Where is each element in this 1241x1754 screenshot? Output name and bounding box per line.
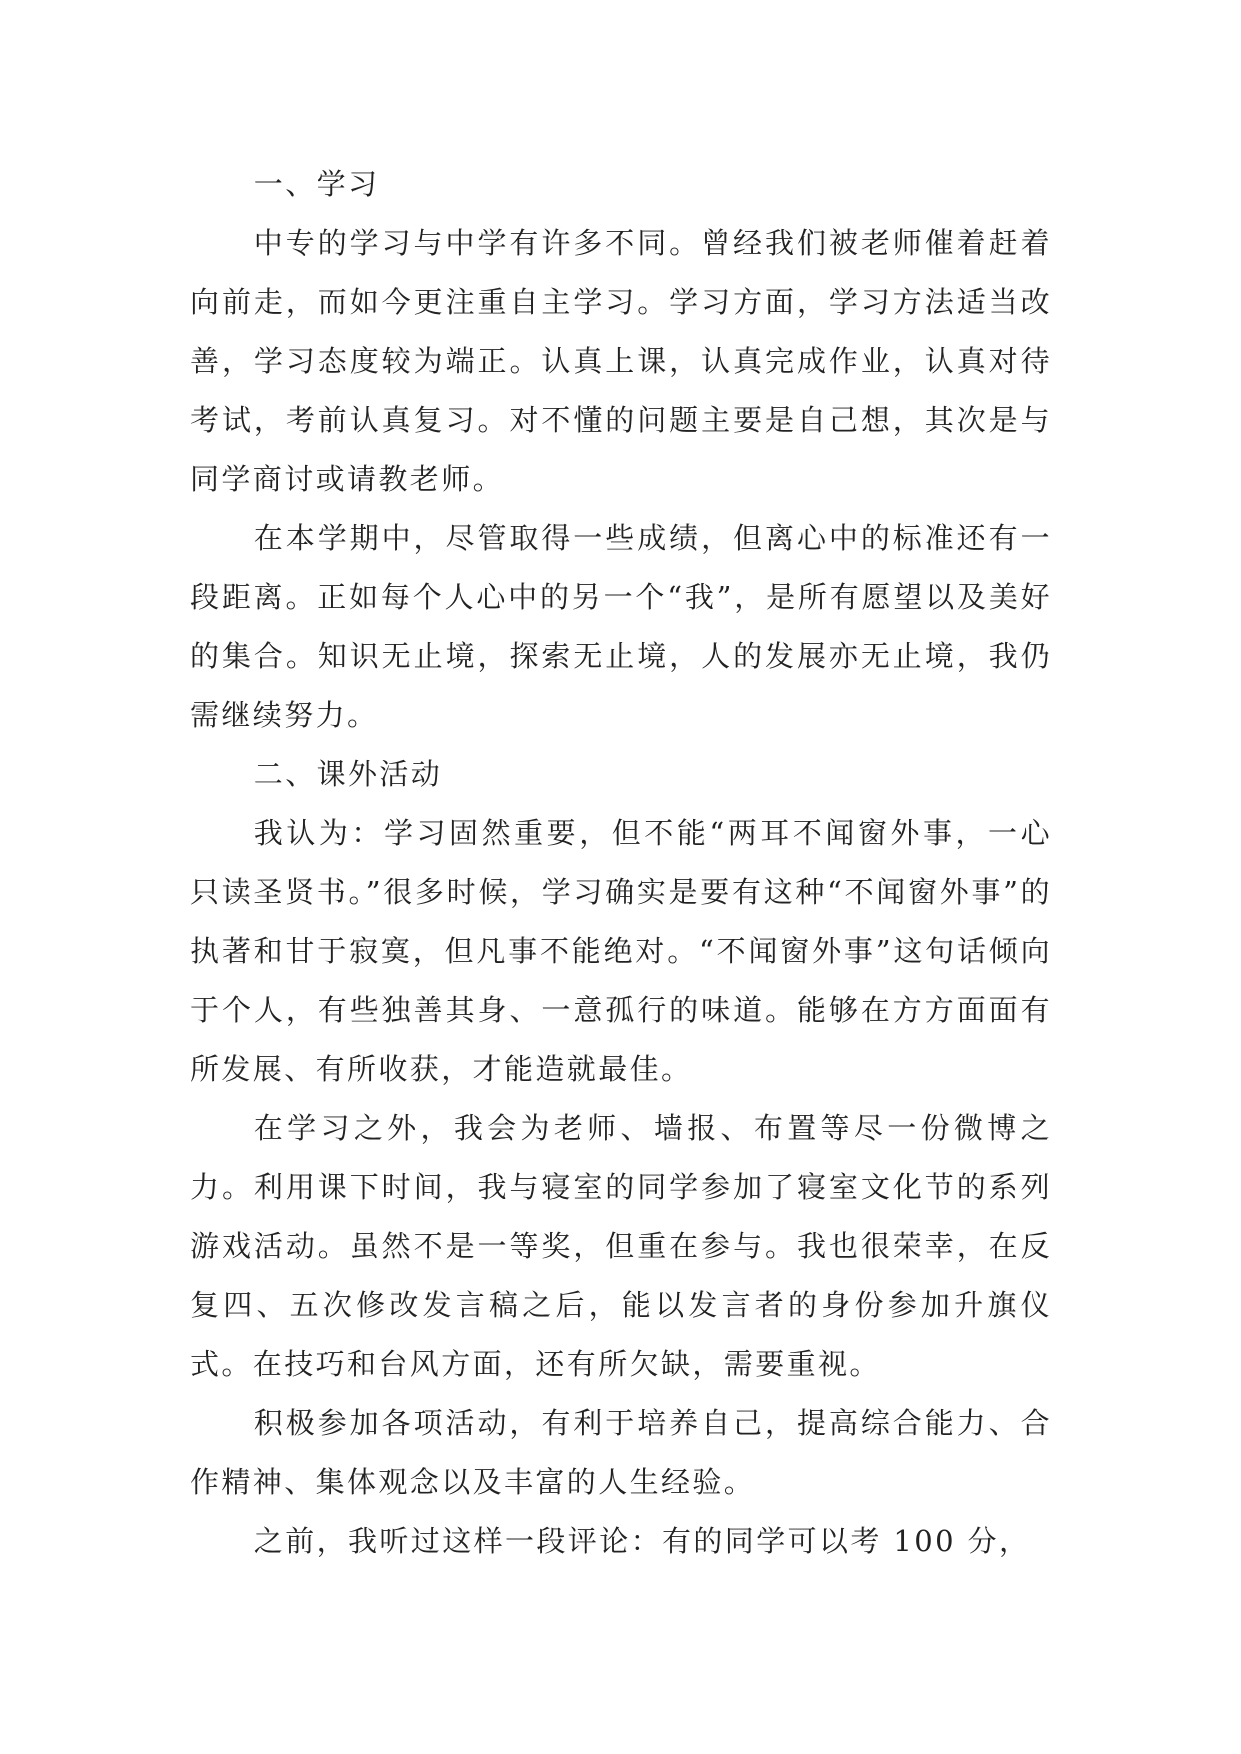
- paragraph-activities-benefits: 积极参加各项活动，有利于培养自己，提高综合能力、合作精神、集体观念以及丰富的人生经验。: [190, 1406, 1052, 1499]
- section-heading-activities: 二、课外活动: [253, 757, 443, 791]
- paragraph-activities-participation: 在学习之外，我会为老师、墙报、布置等尽一份微博之力。利用课下时间，我与寝室的同学参加了寝室文化节的系列游戏活动。虽然不是一等奖，但重在参与。我也很荣幸，在反复四、五次修改发言稿之后，能以发言者的身份参加升旗仪式。在技巧和台风方面，还有所欠缺，需要重视。: [190, 1111, 1052, 1381]
- section-heading-study: 一、学习: [253, 167, 380, 201]
- paragraph-study-reflection: 在本学期中，尽管取得一些成绩，但离心中的标准还有一段距离。正如每个人心中的另一个“我”，是所有愿望以及美好的集合。知识无止境，探索无止境，人的发展亦无止境，我仍需继续努力。: [190, 521, 1052, 732]
- paragraph-comment: 之前，我听过这样一段评论：有的同学可以考 100 分，: [253, 1524, 1031, 1558]
- paragraph-study-intro: 中专的学习与中学有许多不同。曾经我们被老师催着赶着向前走，而如今更注重自主学习。学习方面，学习方法适当改善，学习态度较为端正。认真上课，认真完成作业，认真对待考试，考前认真复习。对不懂的问题主要是自己想，其次是与同学商讨或请教老师。: [190, 226, 1052, 496]
- document-body: [190, 155, 1052, 1571]
- paragraph-activities-opinion: 我认为：学习固然重要，但不能“两耳不闻窗外事，一心只读圣贤书。”很多时候，学习确实是要有这种“不闻窗外事”的执著和甘于寂寞，但凡事不能绝对。“不闻窗外事”这句话倾向于个人，有些独善其身、一意孤行的味道。能够在方方面面有所发展、有所收获，才能造就最佳。: [190, 816, 1052, 1086]
